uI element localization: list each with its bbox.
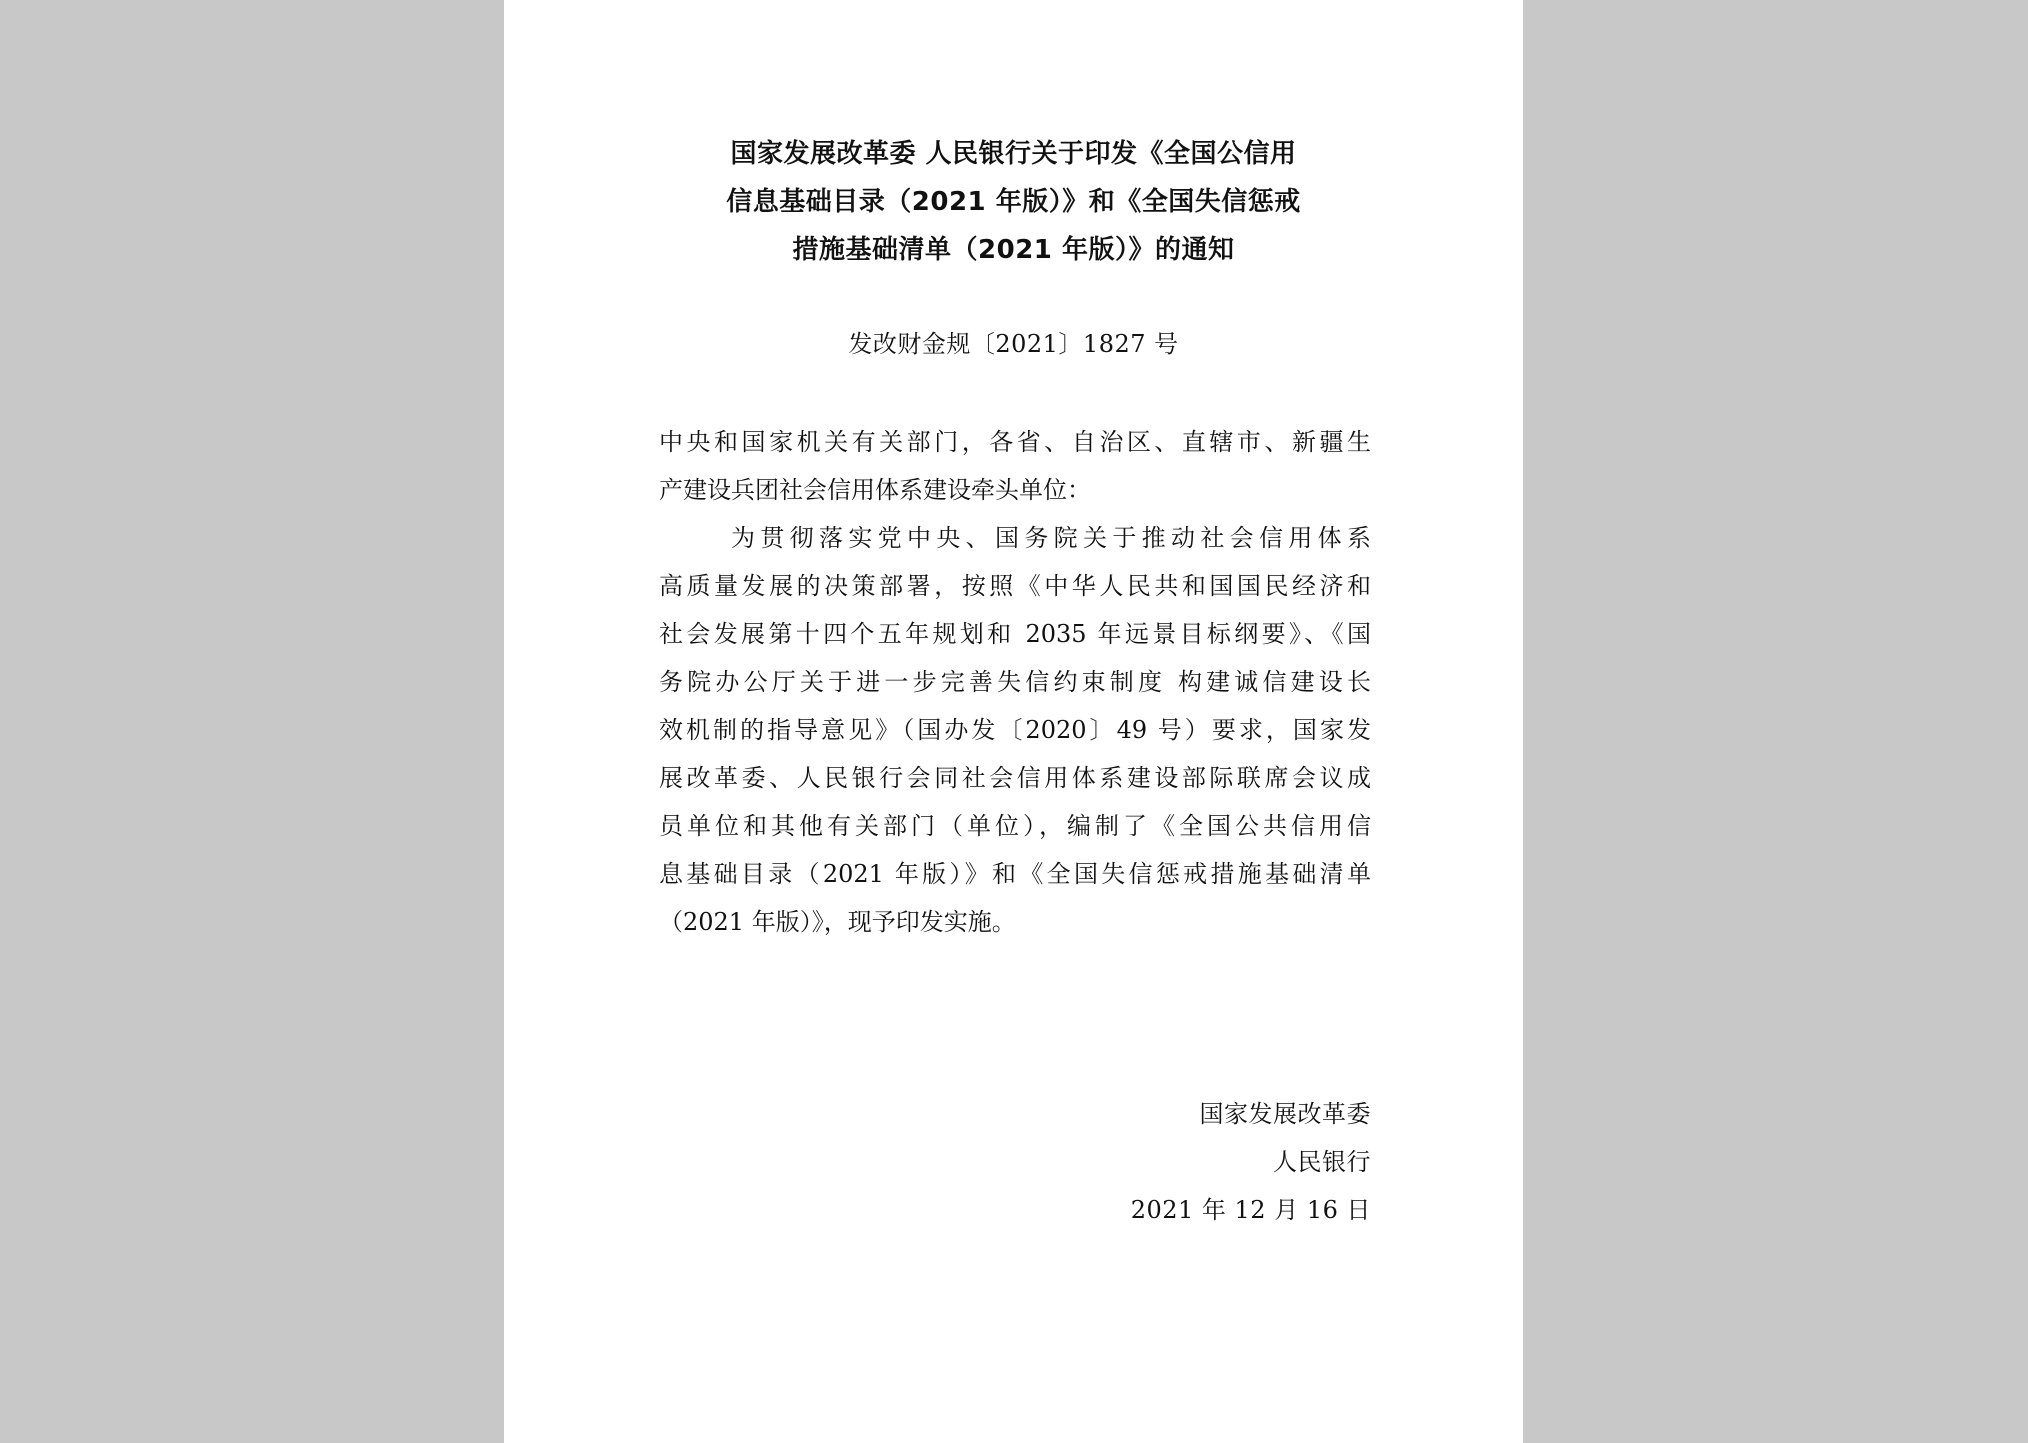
paragraph-line: 员单位和其他有关部门（单位），编制了《全国公共信用信 [659, 812, 1371, 840]
signature-org: 国家发展改革委 [1199, 1100, 1371, 1128]
paragraph-line: 展改革委、人民银行会同社会信用体系建设部际联席会议成 [659, 764, 1371, 792]
document-number: 发改财金规〔2021〕1827 号 [848, 330, 1179, 358]
paragraph-line: 息基础目录（2021 年版）》和《全国失信惩戒措施基础清单 [659, 860, 1371, 888]
signature-block [1131, 1090, 1371, 1234]
title-line: 信息基础目录（2021 年版）》和《全国失信惩戒 [726, 187, 1301, 217]
paragraph-line: 为贯彻落实党中央、国务院关于推动社会信用体系 [731, 524, 1371, 552]
signature-date: 2021 年 12 月 16 日 [1130, 1196, 1371, 1224]
paragraph-line: 高质量发展的决策部署，按照《中华人民共和国国民经济和 [659, 572, 1371, 600]
title-line: 措施基础清单（2021 年版）》的通知 [792, 235, 1235, 265]
document-body [659, 418, 1371, 946]
paragraph-line: 社会发展第十四个五年规划和 2035 年远景目标纲要》、《国 [659, 620, 1371, 648]
paragraph-line: （2021 年版）》，现予印发实施。 [659, 908, 1016, 936]
paragraph-line: 效机制的指导意见》（国办发〔2020〕49 号）要求，国家发 [659, 716, 1371, 744]
signature-org: 人民银行 [1273, 1148, 1371, 1176]
document-page [504, 0, 1523, 1443]
document-title [504, 130, 1523, 274]
title-line: 国家发展改革委 人民银行关于印发《全国公信用 [730, 139, 1297, 169]
addressee-line: 中央和国家机关有关部门，各省、自治区、直辖市、新疆生 [659, 428, 1371, 456]
addressee-line: 产建设兵团社会信用体系建设牵头单位： [659, 476, 1091, 504]
paragraph-line: 务院办公厅关于进一步完善失信约束制度 构建诚信建设长 [659, 668, 1371, 696]
